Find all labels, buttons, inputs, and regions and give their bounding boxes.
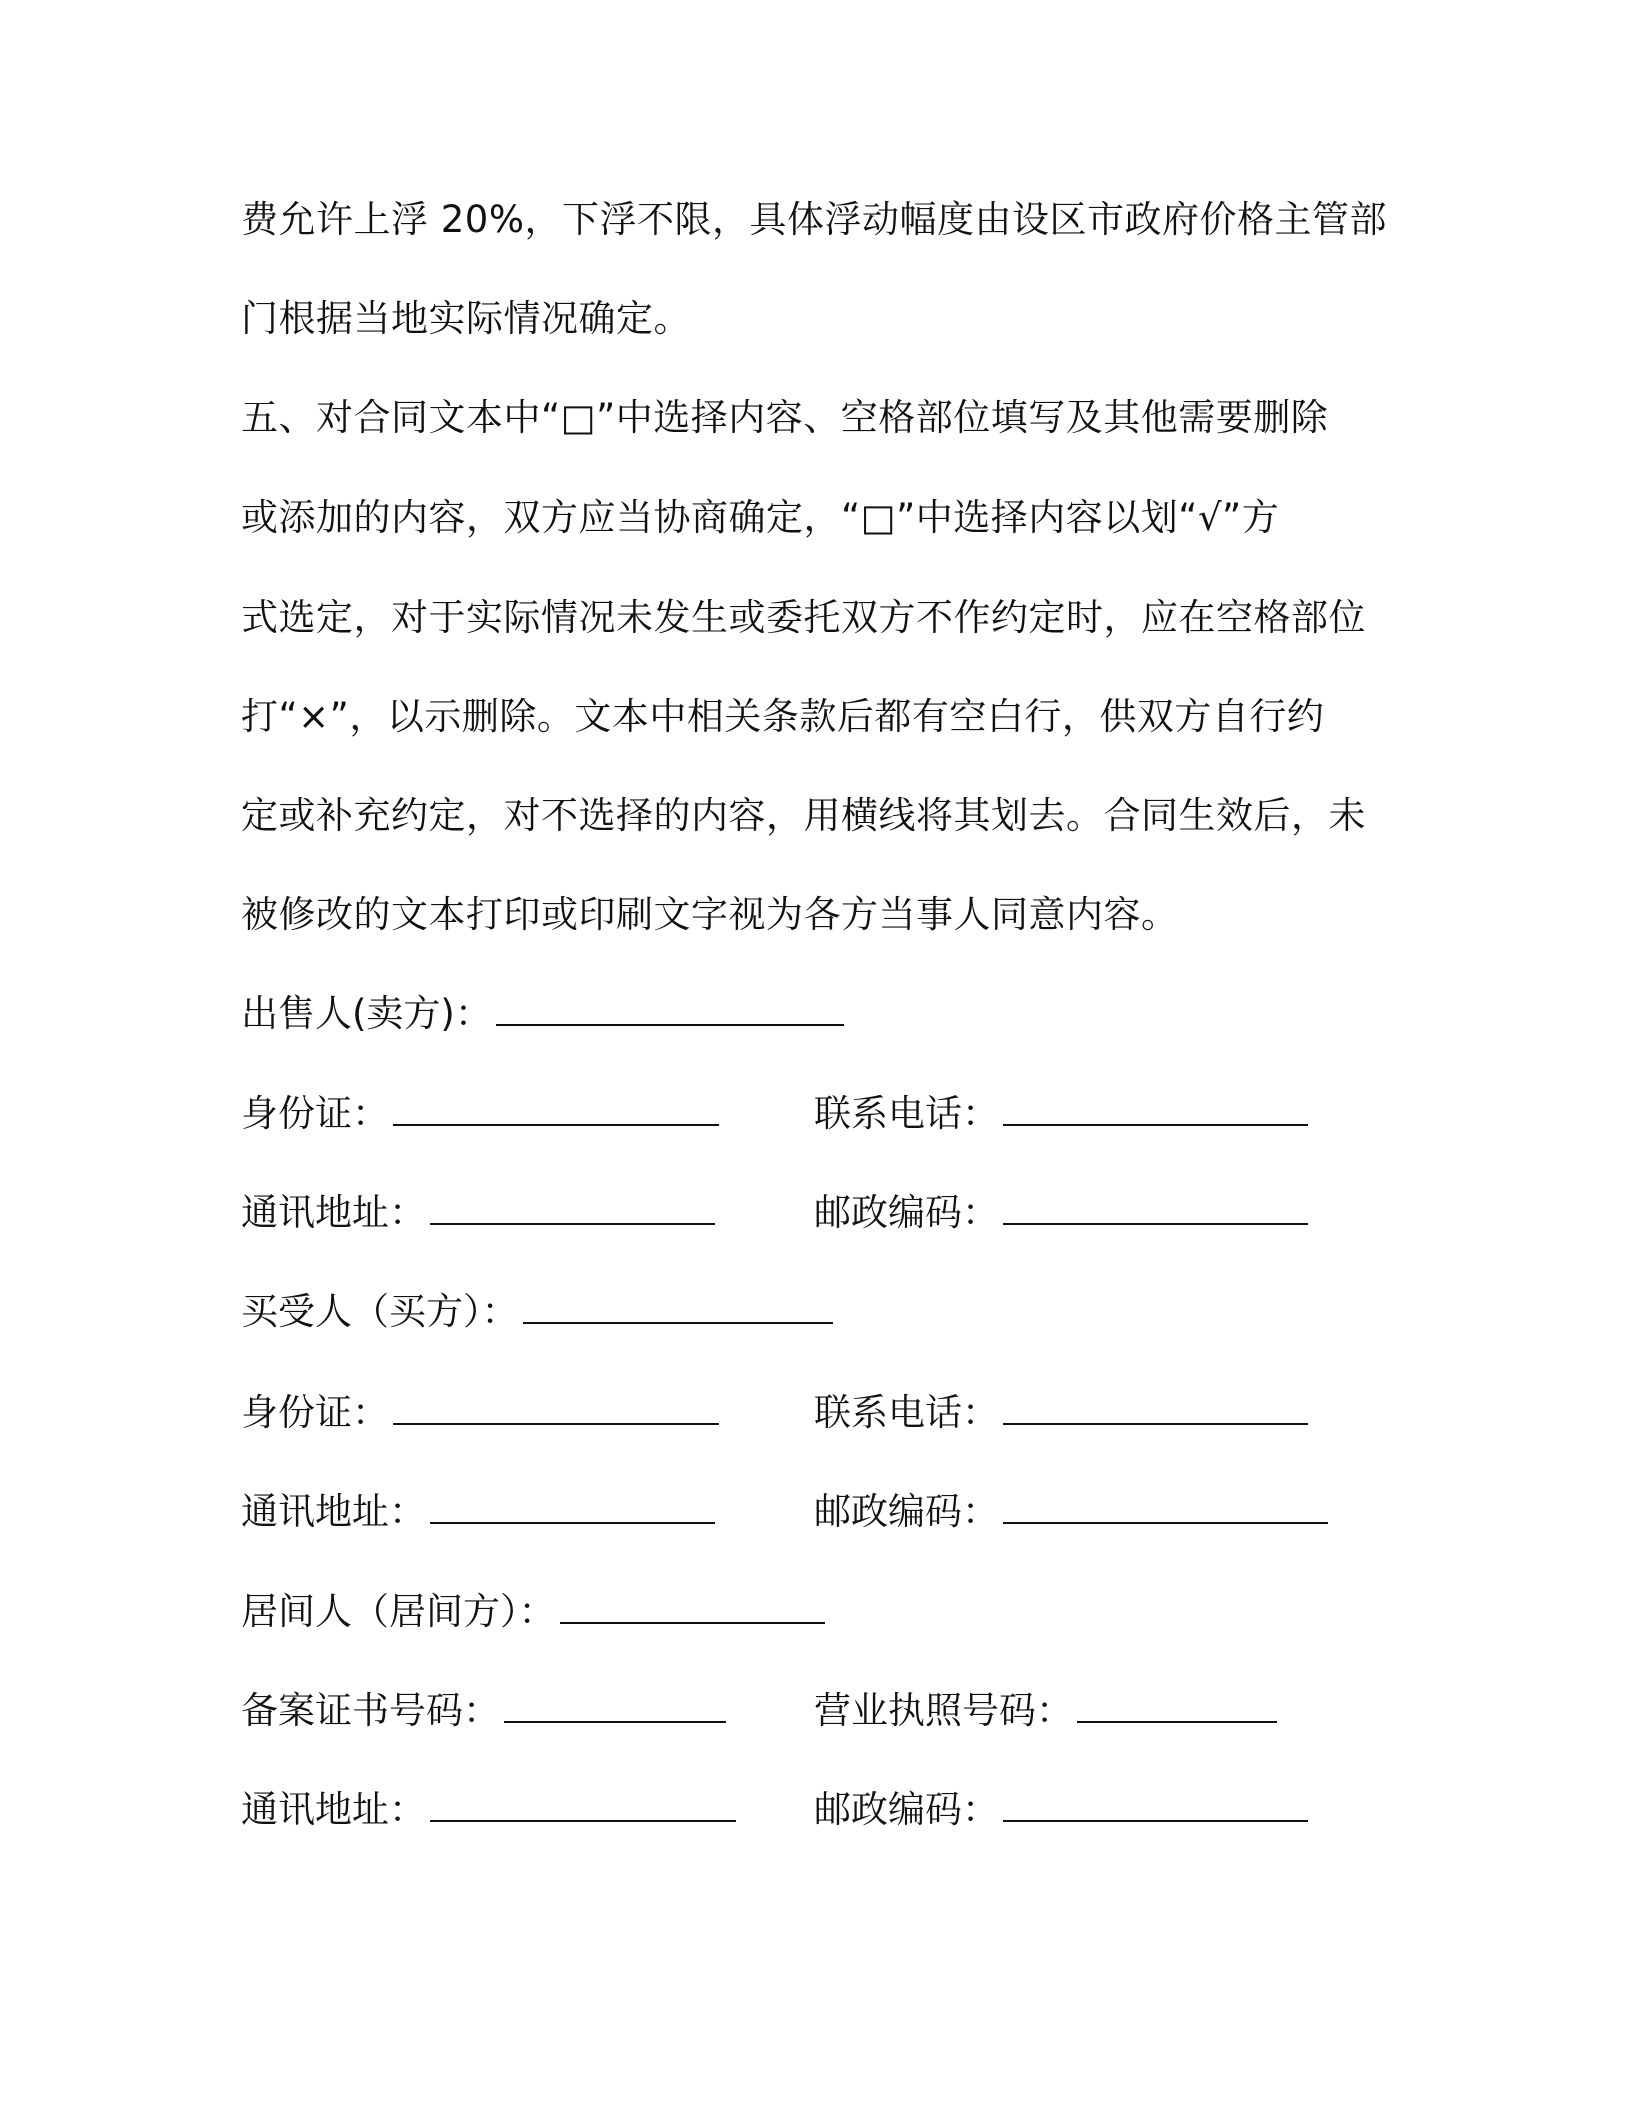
- buyer-id-blank[interactable]: [393, 1389, 719, 1425]
- buyer-address-label: 通讯地址：: [241, 1490, 426, 1533]
- seller-id-field[interactable]: [241, 1090, 719, 1138]
- seller-id-label: 身份证：: [241, 1092, 389, 1135]
- paragraph-line: 费允许上浮 20%，下浮不限，具体浮动幅度由设区市政府价格主管部: [241, 198, 1387, 241]
- paragraph-line: 被修改的文本打印或印刷文字视为各方当事人同意内容。: [241, 893, 1179, 936]
- paragraph-line: 式选定，对于实际情况未发生或委托双方不作约定时，应在空格部位: [241, 596, 1366, 639]
- broker-name-field[interactable]: [241, 1588, 825, 1636]
- broker-address-field[interactable]: [241, 1786, 736, 1834]
- seller-name-blank[interactable]: [496, 990, 844, 1026]
- broker-license-blank[interactable]: [1077, 1687, 1277, 1723]
- buyer-postcode-label: 邮政编码：: [814, 1490, 999, 1533]
- seller-postcode-label: 邮政编码：: [814, 1191, 999, 1234]
- buyer-phone-blank[interactable]: [1003, 1389, 1308, 1425]
- broker-postcode-label: 邮政编码：: [814, 1788, 999, 1831]
- seller-name-field[interactable]: [241, 990, 844, 1038]
- buyer-address-field[interactable]: [241, 1488, 715, 1536]
- buyer-postcode-field[interactable]: [814, 1488, 1328, 1536]
- seller-address-blank[interactable]: [430, 1189, 715, 1225]
- buyer-postcode-blank[interactable]: [1003, 1488, 1328, 1524]
- broker-postcode-blank[interactable]: [1003, 1786, 1308, 1822]
- broker-address-label: 通讯地址：: [241, 1788, 426, 1831]
- buyer-phone-label: 联系电话：: [814, 1391, 999, 1434]
- paragraph-line: 门根据当地实际情况确定。: [241, 297, 691, 340]
- buyer-name-field[interactable]: [241, 1288, 833, 1336]
- broker-record-field[interactable]: [241, 1687, 726, 1735]
- seller-title: 出售人(卖方)：: [241, 992, 492, 1035]
- broker-license-field[interactable]: [814, 1687, 1277, 1735]
- paragraph-line: 五、对合同文本中“□”中选择内容、空格部位填写及其他需要删除: [241, 396, 1329, 439]
- broker-record-label: 备案证书号码：: [241, 1689, 500, 1732]
- seller-id-blank[interactable]: [393, 1090, 719, 1126]
- broker-name-blank[interactable]: [560, 1588, 825, 1624]
- seller-postcode-field[interactable]: [814, 1189, 1308, 1237]
- seller-address-field[interactable]: [241, 1189, 715, 1237]
- broker-license-label: 营业执照号码：: [814, 1689, 1073, 1732]
- broker-postcode-field[interactable]: [814, 1786, 1308, 1834]
- broker-title: 居间人（居间方）：: [241, 1590, 556, 1633]
- buyer-id-field[interactable]: [241, 1389, 719, 1437]
- broker-address-blank[interactable]: [430, 1786, 736, 1822]
- buyer-name-blank[interactable]: [523, 1288, 833, 1324]
- seller-postcode-blank[interactable]: [1003, 1189, 1308, 1225]
- seller-phone-field[interactable]: [814, 1090, 1308, 1138]
- seller-phone-blank[interactable]: [1003, 1090, 1308, 1126]
- buyer-phone-field[interactable]: [814, 1389, 1308, 1437]
- buyer-title: 买受人（买方）：: [241, 1290, 519, 1333]
- paragraph-line: 打“×”，以示删除。文本中相关条款后都有空白行，供双方自行约: [241, 695, 1325, 738]
- buyer-address-blank[interactable]: [430, 1488, 715, 1524]
- broker-record-blank[interactable]: [504, 1687, 726, 1723]
- paragraph-line: 定或补充约定，对不选择的内容，用横线将其划去。合同生效后，未: [241, 794, 1366, 837]
- seller-phone-label: 联系电话：: [814, 1092, 999, 1135]
- seller-address-label: 通讯地址：: [241, 1191, 426, 1234]
- paragraph-line: 或添加的内容，双方应当协商确定，“□”中选择内容以划“√”方: [241, 496, 1280, 539]
- buyer-id-label: 身份证：: [241, 1391, 389, 1434]
